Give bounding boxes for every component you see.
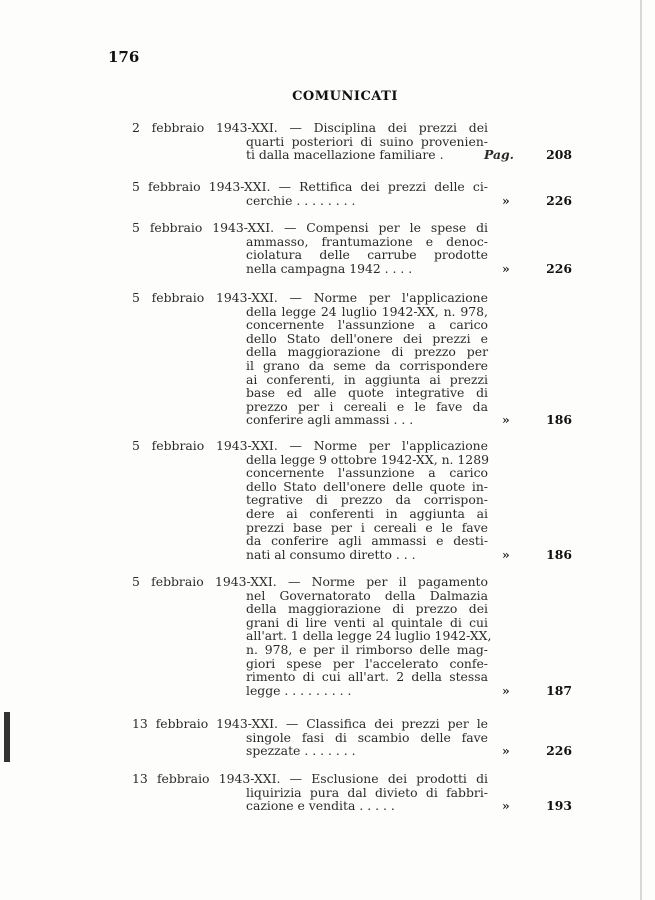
entry-line: giori spese per l'accelerato confe- xyxy=(246,655,488,671)
index-entry xyxy=(132,180,572,207)
entry-line: 5 febbraio 1943-XXI. — Norme per il pagamento xyxy=(132,574,488,589)
entry-line: nel Governatorato della Dalmazia xyxy=(246,587,488,603)
page-ref-number: 226 xyxy=(546,192,572,208)
entry-line: 2 febbraio 1943-XXI. — Disciplina dei prezzi dei xyxy=(132,120,488,135)
entry-line: prezzi base per i cereali e le fave xyxy=(246,519,488,535)
page-ref-mark: » xyxy=(502,260,510,276)
entry-line: ammasso, frantumazione e denoc- xyxy=(246,233,488,249)
entry-line: da conferire agli ammassi e desti- xyxy=(246,533,488,549)
index-entry xyxy=(132,221,572,275)
page-ref-mark: » xyxy=(502,412,510,428)
entry-line: base ed alle quote integrative di xyxy=(246,385,488,401)
entry-line: 5 febbraio 1943-XXI. — Norme per l'applicazione xyxy=(132,290,488,305)
index-entry xyxy=(132,717,572,758)
entry-line: dere ai conferenti in aggiunta ai xyxy=(246,505,488,521)
page-ref-number: 226 xyxy=(546,260,572,276)
entry-line: della maggiorazione di prezzo per xyxy=(246,344,488,360)
entry-line: ciolatura delle carrube prodotte xyxy=(246,247,488,263)
entry-line: prezzo per i cereali e le fave da xyxy=(246,398,488,414)
entry-line: cerchie . . . . . . . . xyxy=(246,192,356,208)
entry-line: 13 febbraio 1943-XXI. — Classifica dei prezzi per le xyxy=(132,716,488,731)
entry-line: grani di lire venti al quintale di cui xyxy=(246,614,488,630)
page-ref-number: 187 xyxy=(546,682,572,698)
entry-line: nella campagna 1942 . . . . xyxy=(246,260,413,276)
entry-line: dello Stato dell'onere dei prezzi e xyxy=(246,330,488,346)
page-ref-mark: » xyxy=(502,798,510,814)
page-ref-mark: » xyxy=(502,682,510,698)
entry-line: quarti posteriori di suino provenien- xyxy=(246,133,488,149)
entry-line: legge . . . . . . . . . xyxy=(246,682,352,698)
entry-line: dello Stato dell'onere delle quote in- xyxy=(246,478,488,494)
page-ref-number: 186 xyxy=(546,412,572,428)
entry-line: 5 febbraio 1943-XXI. — Compensi per le spese di xyxy=(132,220,488,235)
entry-line: il grano da seme da corrispondere xyxy=(246,357,488,373)
page-ref-number: 208 xyxy=(546,147,572,163)
entry-line: concernente l'assunzione a carico xyxy=(246,317,488,333)
entry-line: spezzate . . . . . . . xyxy=(246,743,356,759)
section-title: COMUNICATI xyxy=(292,89,398,104)
entry-line: tegrative di prezzo da corrispon- xyxy=(246,492,488,508)
entry-line: 13 febbraio 1943-XXI. — Esclusione dei prodotti di xyxy=(132,771,488,786)
entry-line: rimento di cui all'art. 2 della stessa xyxy=(246,669,488,685)
page-ref-number: 226 xyxy=(546,743,572,759)
entry-line: 5 febbraio 1943-XXI. — Rettifica dei prezzi delle ci- xyxy=(132,179,488,194)
entry-line: della legge 9 ottobre 1942-XX, n. 1289 xyxy=(246,451,489,467)
entry-line: liquirizia pura dal divieto di fabbri- xyxy=(246,784,488,800)
entry-line: 5 febbraio 1943-XXI. — Norme per l'applicazione xyxy=(132,438,488,453)
entry-line: ti dalla macellazione familiare . xyxy=(246,147,444,163)
entry-line: concernente l'assunzione a carico xyxy=(246,465,488,481)
page-ref-mark: Pag. xyxy=(484,147,514,163)
entry-line: singole fasi di scambio delle fave xyxy=(246,729,488,745)
entry-line: all'art. 1 della legge 24 luglio 1942-XX, xyxy=(246,628,492,644)
index-entry xyxy=(132,291,572,427)
entry-line: ai conferenti, in aggiunta ai prezzi xyxy=(246,371,488,387)
entry-line: della legge 24 luglio 1942-XX, n. 978, xyxy=(246,303,488,319)
index-entry xyxy=(132,121,572,162)
page-ref-mark: » xyxy=(502,743,510,759)
page-ref-mark: » xyxy=(502,546,510,562)
page-number: 176 xyxy=(108,48,140,66)
index-entry xyxy=(132,575,572,697)
entry-line: n. 978, e per il rimborso delle mag- xyxy=(246,641,488,657)
page-edge xyxy=(640,0,642,900)
entry-line: cazione e vendita . . . . . xyxy=(246,798,395,814)
entry-line: conferire agli ammassi . . . xyxy=(246,412,414,428)
index-entry xyxy=(132,439,572,561)
entry-line: della maggiorazione di prezzo dei xyxy=(246,601,488,617)
page-ref-mark: » xyxy=(502,192,510,208)
scan-edge-mark xyxy=(4,712,10,762)
index-entry xyxy=(132,772,572,813)
page-ref-number: 193 xyxy=(546,798,572,814)
page-ref-number: 186 xyxy=(546,546,572,562)
entry-line: nati al consumo diretto . . . xyxy=(246,546,416,562)
